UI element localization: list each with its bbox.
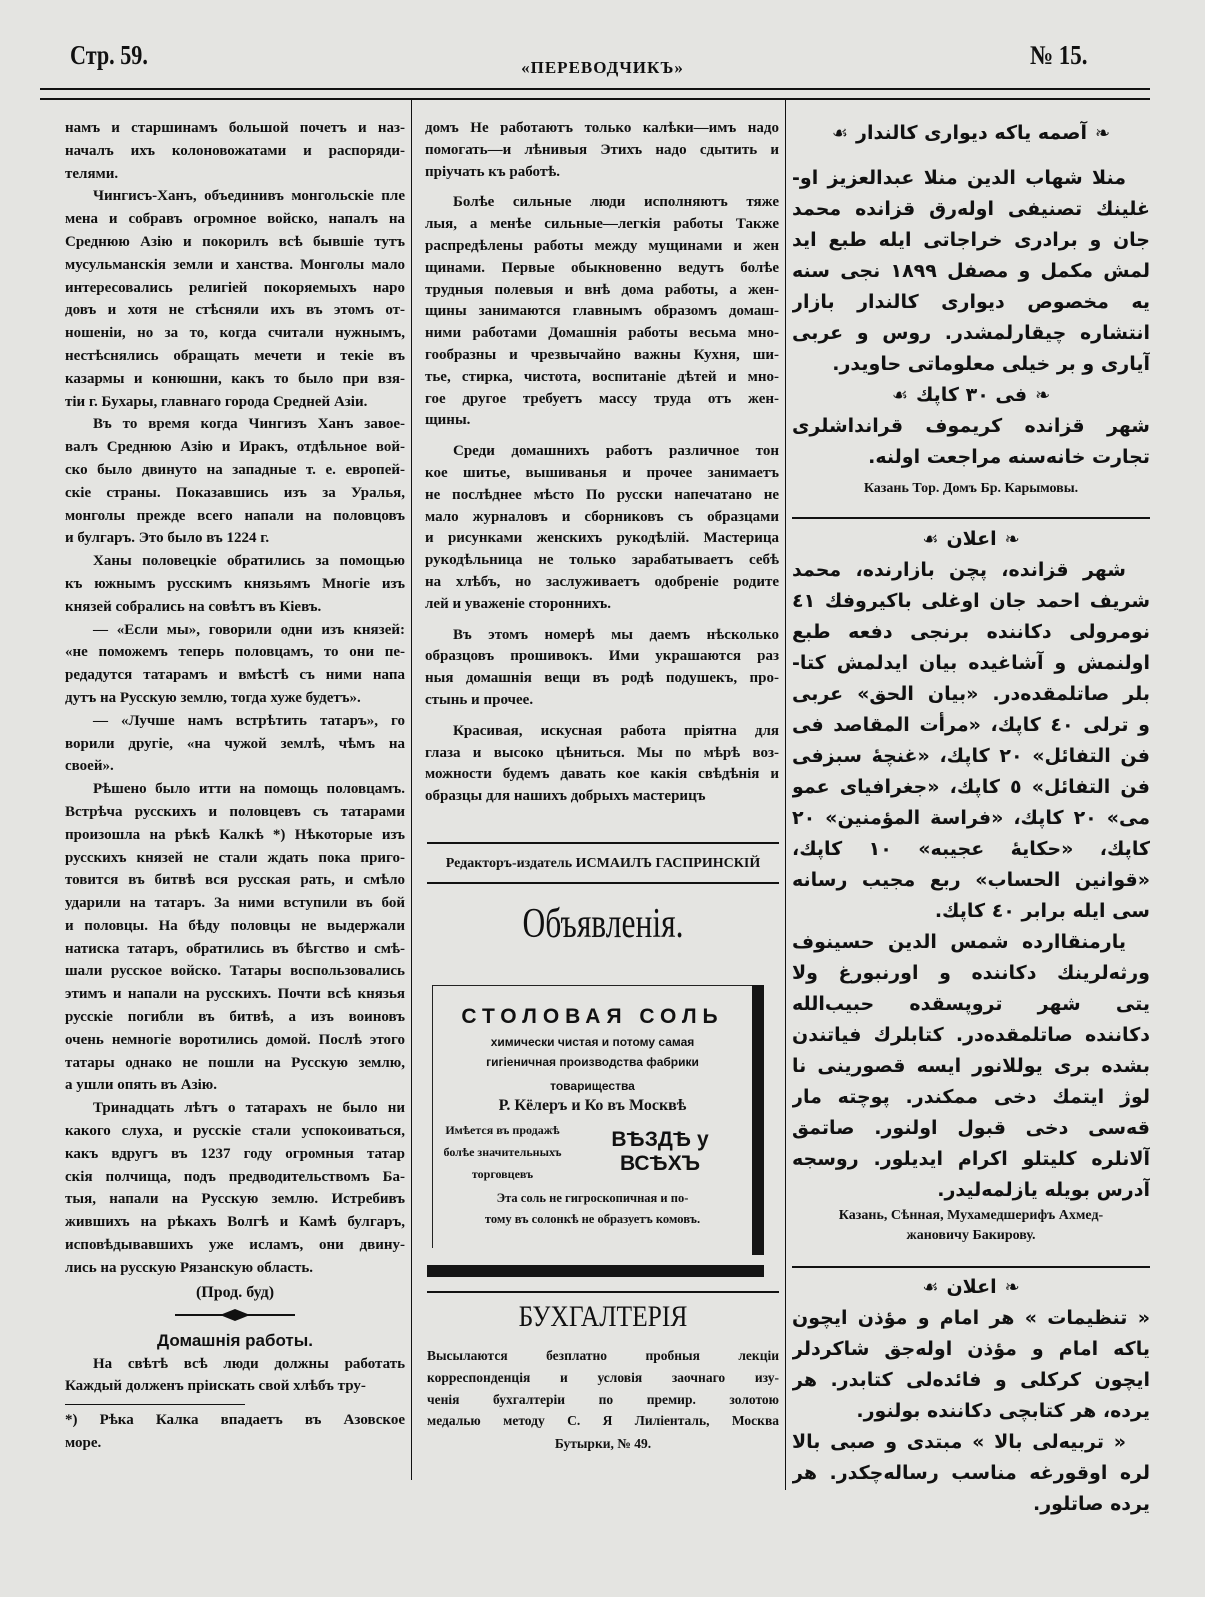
paragraph	[65, 619, 405, 710]
header-rule	[40, 98, 1150, 100]
text-line: یرده، هر کتابچی دکاننده بولنور.	[856, 1400, 1150, 1422]
text-line: щины занимаются главнымъ образомъ домаш-	[425, 303, 779, 320]
text-line: телями.	[65, 165, 119, 182]
article-column-history	[65, 117, 405, 1455]
ad-body	[792, 1303, 1150, 1427]
ad-address: Казань Тор. Домъ Бр. Карымовы.	[863, 481, 1079, 496]
text-line: лей и уваженіе стороннихъ.	[425, 595, 612, 612]
text-line: Ханы половецкіе обратились за помощью	[93, 553, 405, 570]
section-title: Домашнія работы.	[157, 1330, 313, 1350]
text-line: لره اوقورغه مناسب رساله‌چکدر. هر	[792, 1462, 1150, 1484]
ornament-icon: ❧	[1035, 385, 1051, 406]
text-line: кое шитье, вышиванья и прочее занимаетъ	[425, 464, 779, 481]
text-line: کاپك، «حکایهٔ عجیبه» ۱۰ کاپك،	[792, 838, 1150, 860]
ad-text: товарищества	[550, 1079, 635, 1093]
text-line: и половцы. На бѣду половцы не выдержали	[65, 917, 405, 934]
books-advertisement	[792, 524, 1150, 1246]
text-line: рукодѣльница не только зарабатываетъ себѣ	[425, 552, 779, 569]
ad-contact	[792, 411, 1150, 473]
text-line: скія полчища, подъ предводительствомъ Ба-	[65, 1168, 405, 1185]
text-line: помогать—и лѣнивыя Этихъ надо сдытить и	[425, 141, 779, 158]
text-line: ныя домашнія вещи въ родѣ подушекъ, про-	[425, 670, 779, 687]
tanzimat-advertisement	[792, 1272, 1150, 1520]
text-line: Рѣшено было итти на помощь половцамъ.	[93, 781, 405, 798]
text-line: فن التفائل» ٥ کاپك، «جغرافیای عمو	[792, 776, 1150, 798]
text-line: شهر قزانده، پچن بازارنده، محمد	[792, 559, 1126, 581]
text-line: корреспонденція и условія заочнаго изу-	[427, 1369, 779, 1385]
paragraph	[425, 118, 779, 183]
text-line: ایچون کرکلی و فائده‌لی کتابدر. هر	[792, 1369, 1150, 1391]
text-line: къ южнымъ русскимъ князьямъ Многіе изъ	[65, 575, 405, 592]
ad-border-bar	[752, 985, 764, 1255]
text-line: Болѣе сильные люди исполняютъ тяже	[453, 194, 779, 211]
text-line: ношеніи, но за то, когда считали нужнымъ,	[65, 325, 405, 342]
rule	[427, 1291, 779, 1293]
ornament-icon: ☙	[831, 123, 849, 144]
rule	[427, 882, 779, 884]
section-body	[65, 1353, 405, 1399]
text-line: Въ то время когда Чингизъ Ханъ завое-	[93, 416, 405, 433]
footnote-rule	[65, 1404, 245, 1405]
paragraph	[425, 625, 779, 712]
text-line: образцы для нашихъ добрыхъ мастерицъ	[425, 788, 706, 805]
paragraph	[65, 413, 405, 550]
calendar-advertisement	[792, 118, 1150, 497]
ad-title-text: اعلان	[946, 1276, 997, 1298]
column-divider	[411, 100, 412, 1480]
paragraph	[65, 185, 405, 413]
ad-body	[792, 555, 1150, 927]
text-line: Высылаются безплатно пробныя лекціи	[427, 1348, 779, 1363]
text-line: медалью методу С. Я Лиліенталь, Москва	[427, 1413, 779, 1429]
text-line: Тринадцать лѣтъ о татарахъ не было ни	[93, 1100, 405, 1117]
bookkeeping-ad	[427, 1345, 779, 1452]
rule	[792, 1266, 1150, 1268]
text-line: فن التفائل» ۲۰ کاپك، «غنچهٔ سبزفی	[792, 745, 1150, 767]
text-line: трудныя полевыя и внѣ дома работы, а жен-	[425, 281, 779, 298]
text-line: тье, стирка, чистота, воспитаніе дѣтей и мно-	[425, 368, 779, 385]
text-line: русскіе погибли въ битвѣ, а изъ воиновъ	[65, 1009, 405, 1026]
text-line: интересовались религіей покоряемыхъ наро	[65, 279, 405, 296]
text-line: мало журналовъ и сборниковъ съ образцами	[425, 508, 779, 525]
ad-title	[792, 118, 1150, 149]
ad-text: болѣе значительныхъ	[443, 1145, 562, 1159]
text-line: آدرس بویله یازلمه‌لیدر.	[937, 1179, 1150, 1201]
text-line: и булгаръ. Это было въ 1224 г.	[65, 530, 270, 547]
text-line: Въ этомъ номерѣ мы даемъ нѣсколько	[453, 626, 779, 643]
paragraph	[425, 441, 779, 615]
text-line: щины.	[425, 412, 471, 429]
text-line: یه مخصوص دیواری کالندار بازار	[792, 291, 1150, 313]
text-line: мусульманскія земли и ханства. Монголы мало	[65, 256, 405, 273]
text-line: Чингисъ-Ханъ, объединивъ монгольскіе пле	[93, 188, 405, 205]
ad-text: Эта соль не гигроскопичная и по-	[496, 1191, 689, 1205]
ad-text: Имѣется въ продажѣ	[445, 1123, 560, 1137]
text-line: ченія бухгалтеріи по премир. золотою	[427, 1391, 779, 1407]
newspaper-title: «ПЕРЕВОДЧИКЪ»	[521, 58, 684, 77]
text-line: какого слуха, и русскіе стали успокоиваться,	[65, 1123, 405, 1140]
text-line: щинами. Первые обыкновенно ведутъ болѣе	[425, 259, 779, 276]
ad-title	[792, 1272, 1150, 1303]
rule	[427, 842, 779, 844]
ads-heading: Объявленія.	[522, 901, 684, 947]
text-line: глаза и высоко цѣниться. Мы по мѣрѣ воз-	[425, 744, 779, 761]
ad-body	[427, 1345, 779, 1432]
editor-line: Редакторъ-издатель ИСМАИЛЪ ГАСПРИНСКІЙ	[445, 856, 761, 871]
text-line: می» ۲۰ کاپك، «فراسة المؤمنین» ۲۰	[792, 807, 1150, 829]
ad-address	[792, 1206, 1150, 1246]
text-line: انتشاره چیقارلمشدر. روس و عربی	[792, 322, 1150, 344]
text-line: какъ вдругъ въ 1237 году огромныя татар	[65, 1145, 405, 1162]
text-line: натиска татаръ, обратились въ бѣгство и смѣ-	[65, 940, 405, 957]
continued-note: (Прод. буд)	[195, 1283, 275, 1301]
text-line: татары однако не пошли на Русскую землю,	[65, 1054, 405, 1071]
ad-company: Р. Кёлеръ и Ко въ Москвѣ	[498, 1097, 687, 1114]
text-line: شریف احمد جان اوغلی باکیروفك ٤١	[792, 590, 1150, 612]
ad-text: гигіеничная производства фабрики	[486, 1055, 699, 1069]
text-line: произошла на рѣкѣ Калкѣ *) Нѣкоторые изъ	[65, 826, 405, 843]
text-line: سی ایله برابر ٤٠ کاپك.	[934, 900, 1150, 922]
ad-body	[792, 927, 1150, 1206]
text-line: тіи г. Бухары, главнаго города Средней Азіи.	[65, 393, 368, 410]
text-line: редадутся татарамъ и вмѣстѣ съ ними напа	[65, 667, 405, 684]
text-line: ورثه‌لرینك دکاننده و اورنبورغ ولا	[792, 962, 1150, 984]
ad-title	[792, 524, 1150, 555]
text-line: آلانلره کلیتلو اکرام ایدیلور. روسجه	[792, 1148, 1150, 1170]
bookkeeping-ad-title: БУХГАЛТЕРІЯ	[518, 1300, 688, 1333]
text-line: гообразны и чрезвычайно важны Кухня, ши-	[425, 346, 779, 363]
text-line: Среднюю Азію и покорилъ всѣ бывшіе тутъ	[65, 233, 405, 250]
text-line: یتی شهر تروپسقده حبیب‌الله	[792, 993, 1150, 1015]
text-line: намъ и старшинамъ большой почетъ и наз-	[65, 120, 405, 136]
text-line: Встрѣча русскихъ и половцевъ съ татарами	[65, 803, 405, 820]
text-line: распредѣлены работы между мущинами и жен	[425, 237, 779, 254]
text-line: « تنظیمات » هر امام و مؤذن ایچون	[792, 1307, 1150, 1329]
text-line: Казань, Сѣнная, Мухамедшерифъ Ахмед-	[838, 1208, 1104, 1223]
text-line: یارمنقاارده شمس الدین حسینوف	[792, 931, 1126, 953]
text-line: князей собрались на совѣтъ въ Кіевъ.	[65, 598, 322, 615]
text-line: валъ Среднюю Азію и Иракъ, отдѣльное вой-	[65, 439, 405, 456]
salt-ad-title: СТОЛОВАЯ СОЛЬ	[461, 1005, 724, 1028]
text-line: этимъ и напали на русскихъ. Почти всѣ князья	[65, 986, 405, 1003]
article-body	[65, 117, 405, 1280]
text-line: Красивая, искусная работа пріятна для	[453, 722, 779, 739]
text-line: а ушли опять въ Азію.	[65, 1077, 217, 1094]
text-line: اولنمش و آشاغیده بیان ایدلمش کتا-	[792, 652, 1150, 674]
text-line: غلینك تصنیفی اولەرق قزانده محمد	[792, 198, 1150, 220]
text-line: شهر قزانده کریموف قرانداشلری	[792, 415, 1150, 437]
ad-text: химически чистая и потому самая	[490, 1035, 695, 1049]
text-line: نومرولی دکاننده برنجی دفعه طبع	[792, 621, 1150, 643]
paragraph	[425, 192, 779, 432]
text-line: на хлѣбъ, но заслуживаетъ одобреніе родите	[425, 573, 779, 590]
text-line: — «Если мы», говорили одни изъ князей:	[93, 621, 405, 638]
text-line: آیاری و بر خیلی معلوماتی حاویدر.	[832, 353, 1150, 375]
text-line: русскихъ князей не стали ждать пока приго-	[65, 849, 405, 866]
paragraph	[65, 1097, 405, 1279]
text-line: و ترلی ٤٠ کاپك، «مرأت المقاصد فی	[792, 714, 1150, 736]
text-line: тыя, напали на Русскую землю. Истребивъ	[65, 1191, 405, 1208]
text-line: *) Рѣка Калка впадаетъ въ Азовское	[65, 1412, 405, 1429]
ad-text: тому въ солонкѣ не образуетъ комовъ.	[484, 1212, 701, 1226]
text-line: скіе страны. Показавшись изъ за Уралья,	[65, 484, 405, 501]
text-line: — «Лучше намъ встрѣтить татаръ», го	[93, 712, 405, 729]
text-line: домъ Не работаютъ только калѣки—имъ надо	[425, 120, 779, 136]
ad-text: торговцевъ	[471, 1167, 534, 1181]
header-rule	[40, 88, 1150, 90]
text-line: « تربیه‌لی بالا » مبتدی و صبی بالا	[792, 1431, 1126, 1453]
price-text: فی ۳۰ کاپك	[915, 384, 1028, 406]
text-line: гое другое требуетъ массу труда отъ жен-	[425, 390, 779, 407]
text-line: жившихъ на рѣкахъ Волгѣ и Камѣ булгаръ,	[65, 1214, 405, 1231]
ad-title-text: اعلان	[946, 528, 997, 550]
text-line: и рисунками женскихъ рукодѣлій. Мастерица	[425, 530, 779, 547]
ad-slogan: ВѢЗДѢ у ВСѢХЪ	[611, 1128, 709, 1175]
article-column-housework	[425, 118, 779, 817]
text-line: товится въ битвѣ вся русская рать, и смѣло	[65, 872, 405, 889]
text-line: монголы прежде всего напали на половцовъ	[65, 507, 405, 524]
text-line: можности будемъ давать кое какія свѣдѣнія и	[425, 766, 779, 783]
text-line: تجارت خانەسنه مراجعت اولنه.	[868, 446, 1150, 468]
ornament-icon: ❧	[1004, 529, 1020, 550]
paragraph	[65, 778, 405, 1097]
ad-bottom-bar	[427, 1265, 764, 1277]
text-line: Каждый долженъ пріискать свой хлѣбъ тру-	[65, 1378, 366, 1395]
text-line: منلا شهاب الدین منلا عبدالعزیز او-	[792, 167, 1126, 189]
text-line: исповѣдывавшихъ уже исламъ, они двину-	[65, 1237, 405, 1254]
text-line: море.	[65, 1435, 102, 1452]
text-line: началъ ихъ колоновожатами и распоряди-	[65, 142, 405, 159]
article-body	[425, 118, 779, 808]
paragraph	[425, 721, 779, 808]
footnote	[65, 1409, 405, 1455]
text-line: ударили на татаръ. За ними вступили въ бой	[65, 895, 405, 912]
text-line: بشده بری یوللانور ایسه قصورینی نا	[792, 1055, 1150, 1077]
text-line: قەسی دخی قبول اولنور. صاتمق	[792, 1117, 1150, 1139]
text-line: пріучать къ работѣ.	[425, 163, 560, 180]
text-line: дутъ на Русскую землю, тогда хуже будетъ».	[65, 689, 361, 706]
ad-body	[792, 1427, 1150, 1520]
text-line: лись на русскую Рязанскую область.	[65, 1259, 314, 1276]
paragraph	[65, 1353, 405, 1399]
text-line: ворили другіе, «на чужой землѣ, чѣмъ на	[65, 735, 405, 752]
text-line: «не поможемъ теперь половцамъ, то они пе-	[65, 644, 405, 661]
page-number: Стр. 59.	[70, 40, 148, 70]
issue-number: № 15.	[1030, 40, 1088, 70]
text-line: мена и собравъ огромное войско, напалъ на	[65, 211, 405, 228]
text-line: нестѣснялись обращать мечети и текіе въ	[65, 347, 405, 364]
salt-ad-content	[435, 1005, 750, 1227]
paragraph	[65, 550, 405, 618]
text-line: لمش مکمل و مصفل ۱۸۹۹ نجی سنه	[792, 260, 1150, 282]
text-line: стынь и прочее.	[425, 691, 534, 708]
text-line: Среди домашнихъ работъ различное тон	[453, 443, 779, 460]
ad-price	[792, 380, 1150, 411]
text-line: лыя, а менѣе сильные—легкія работы Также	[425, 216, 779, 233]
paragraph	[65, 710, 405, 778]
ad-address: Бутырки, № 49.	[554, 1436, 652, 1452]
text-line: На свѣтѣ всѣ люди должны работать	[93, 1355, 405, 1372]
text-line: своей».	[65, 758, 114, 775]
text-line: шали русское войско. Татары воспользовались	[65, 963, 405, 980]
text-line: не послѣднее мѣсто По русски напечатано не	[425, 486, 779, 503]
text-line: جان و برادری خراجاتی ایله طبع اید	[792, 229, 1150, 251]
text-line: ними работами Домашнія работы весьма мно-	[425, 325, 779, 342]
text-line: «قوانین الحساب» ربع مجیب رسانه	[792, 869, 1150, 891]
text-line: دکاننده صاتلمقده‌در. کتابلرك فیاتندن	[792, 1024, 1150, 1046]
text-line: образцовъ прошивокъ. Ими украшаются раз	[425, 648, 779, 665]
text-line: казармы и конюшни, какъ то было при взя-	[65, 370, 405, 387]
text-line: жановичу Бакирову.	[906, 1228, 1036, 1243]
text-line: لوژ ایتمك دخی ممکندر. پوچته مار	[792, 1086, 1150, 1108]
ad-title-text: آصمه یاکه دیواری کالندار	[856, 122, 1088, 144]
text-line: ско было двинуто на западные т. е. европей-	[65, 461, 405, 478]
text-line: بلر صاتلمقده‌در. «بیان الحق» عربی	[792, 683, 1150, 705]
rule	[792, 517, 1150, 519]
ornament-divider	[65, 1308, 405, 1327]
ornament-icon: ☙	[922, 1277, 939, 1298]
ornament-icon: ☙	[891, 385, 908, 406]
ornament-icon: ☙	[922, 529, 939, 550]
ad-body	[792, 163, 1150, 380]
column-divider	[785, 100, 786, 1490]
text-line: довъ и хотя не стѣсняли ихъ въ этомъ от-	[65, 302, 405, 319]
ornament-icon: ❧	[1095, 123, 1111, 144]
text-line: یاکه امام و مؤذن اولەجق شاکردلر	[792, 1338, 1150, 1360]
ornament-icon: ❧	[1004, 1277, 1020, 1298]
paragraph	[65, 117, 405, 185]
text-line: یرده صاتلور.	[1033, 1493, 1150, 1515]
text-line: очень немногіе воротились домой. Послѣ этого	[65, 1031, 405, 1048]
